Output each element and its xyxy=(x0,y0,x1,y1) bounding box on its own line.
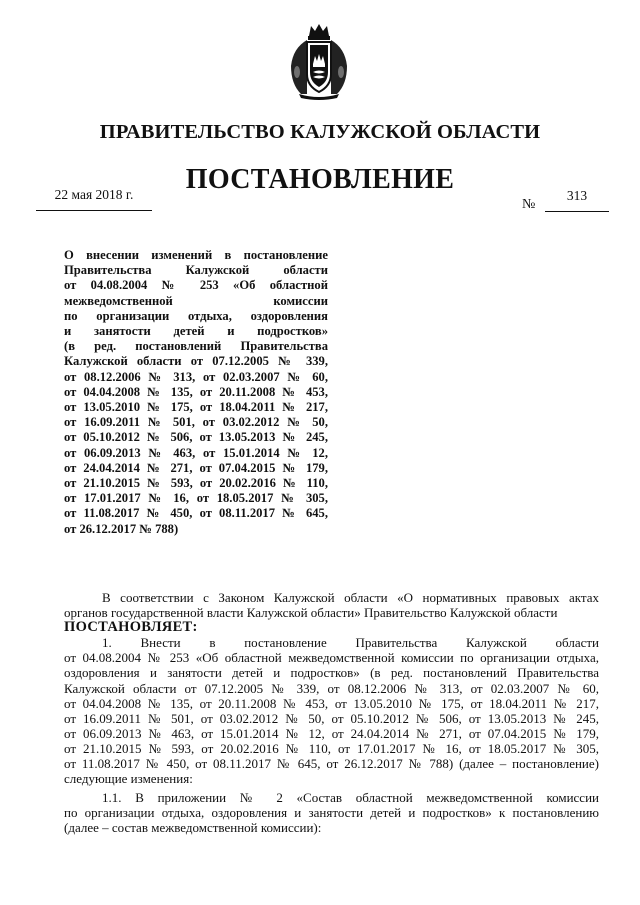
heading-line: от 13.05.2010 № 175, от 18.04.2011 № 217, xyxy=(64,400,328,415)
decree-word: ПОСТАНОВЛЯЕТ: xyxy=(64,619,198,636)
heading-line: О внесении изменений в постановление xyxy=(64,248,328,262)
item1-line: 1. Внести в постановление Правительства Калужской области xyxy=(102,635,599,651)
document-heading xyxy=(64,248,328,537)
heading-line: от 06.09.2013 № 463, от 15.01.2014 № 12, xyxy=(64,445,328,460)
kaluga-coat-of-arms-icon xyxy=(287,22,351,100)
document-type: ПОСТАНОВЛЕНИЕ xyxy=(185,164,455,195)
heading-line: межведомственной комиссии xyxy=(64,293,328,308)
item11-line: 1.1. В приложении № 2 «Состав областной межведомственной комиссии xyxy=(102,790,599,806)
heading-line: Калужской области от 07.12.2005 № 339, xyxy=(64,354,328,369)
item1-line: от 04.04.2008 № 135, от 20.11.2008 № 453, от 13.05.2010 № 175, от 18.04.2011 № 217, xyxy=(64,695,599,711)
number-sign: № xyxy=(522,197,536,212)
item1-line: оздоровления и занятости детей и подростков» (в ред. постановлений Правительства xyxy=(64,665,599,681)
heading-line: по организации отдыха, оздоровления xyxy=(64,308,328,323)
item11-line: по организации отдыха, оздоровления и занятости детей и подростков» к постановлению xyxy=(64,805,599,821)
government-title: ПРАВИТЕЛЬСТВО КАЛУЖСКОЙ ОБЛАСТИ xyxy=(99,121,541,143)
heading-line: от 11.08.2017 № 450, от 08.11.2017 № 645, xyxy=(64,506,328,521)
item1-line: от 06.09.2013 № 463, от 15.01.2014 № 12, от 24.04.2014 № 271, от 07.04.2015 № 179, xyxy=(64,725,599,741)
heading-line: от 04.08.2004 № 253 «Об областной xyxy=(64,278,328,293)
document-body xyxy=(64,590,599,836)
document-number: 313 xyxy=(545,188,609,212)
heading-line: от 21.10.2015 № 593, от 20.02.2016 № 110, xyxy=(64,476,328,491)
intro-line: В соответствии с Законом Калужской области «О нормативных правовых актах xyxy=(102,590,599,605)
heading-line: от 26.12.2017 № 788) xyxy=(64,521,179,536)
heading-line: от 04.04.2008 № 135, от 20.11.2008 № 453, xyxy=(64,384,328,399)
heading-line: от 08.12.2006 № 313, от 02.03.2007 № 60, xyxy=(64,369,328,384)
heading-line: Правительства Калужской области xyxy=(64,263,328,278)
heading-line: и занятости детей и подростков» xyxy=(64,324,328,339)
heading-line: от 24.04.2014 № 271, от 07.04.2015 № 179, xyxy=(64,460,328,475)
item1-line: от 11.08.2017 № 450, от 08.11.2017 № 645, от 26.12.2017 № 788) (далее – постановление) xyxy=(64,756,599,772)
item1-line: от 16.09.2011 № 501, от 03.02.2012 № 50, от 05.10.2012 № 506, от 13.05.2013 № 245, xyxy=(64,710,599,726)
item1-line: от 21.10.2015 № 593, от 20.02.2016 № 110, от 17.01.2017 № 16, от 18.05.2017 № 305, xyxy=(64,740,599,756)
intro-line: органов государственной власти Калужской области» Правительство Калужской области xyxy=(64,605,558,621)
item11-line: (далее – состав межведомственной комиссии): xyxy=(64,820,322,836)
heading-line: (в ред. постановлений Правительства xyxy=(64,339,328,354)
item1-line: Калужской области от 07.12.2005 № 339, от 08.12.2006 № 313, от 02.03.2007 № 60, xyxy=(64,680,599,696)
document-date: 22 мая 2018 г. xyxy=(36,187,152,211)
item1-line: от 04.08.2004 № 253 «Об областной межведомственной комиссии по организации отдыха, xyxy=(64,650,599,666)
heading-line: от 17.01.2017 № 16, от 18.05.2017 № 305, xyxy=(64,491,328,506)
heading-line: от 16.09.2011 № 501, от 03.02.2012 № 50, xyxy=(64,415,328,430)
heading-line: от 05.10.2012 № 506, от 13.05.2013 № 245, xyxy=(64,430,328,445)
coat-of-arms-emblem xyxy=(287,22,351,100)
item1-line: следующие изменения: xyxy=(64,771,193,787)
